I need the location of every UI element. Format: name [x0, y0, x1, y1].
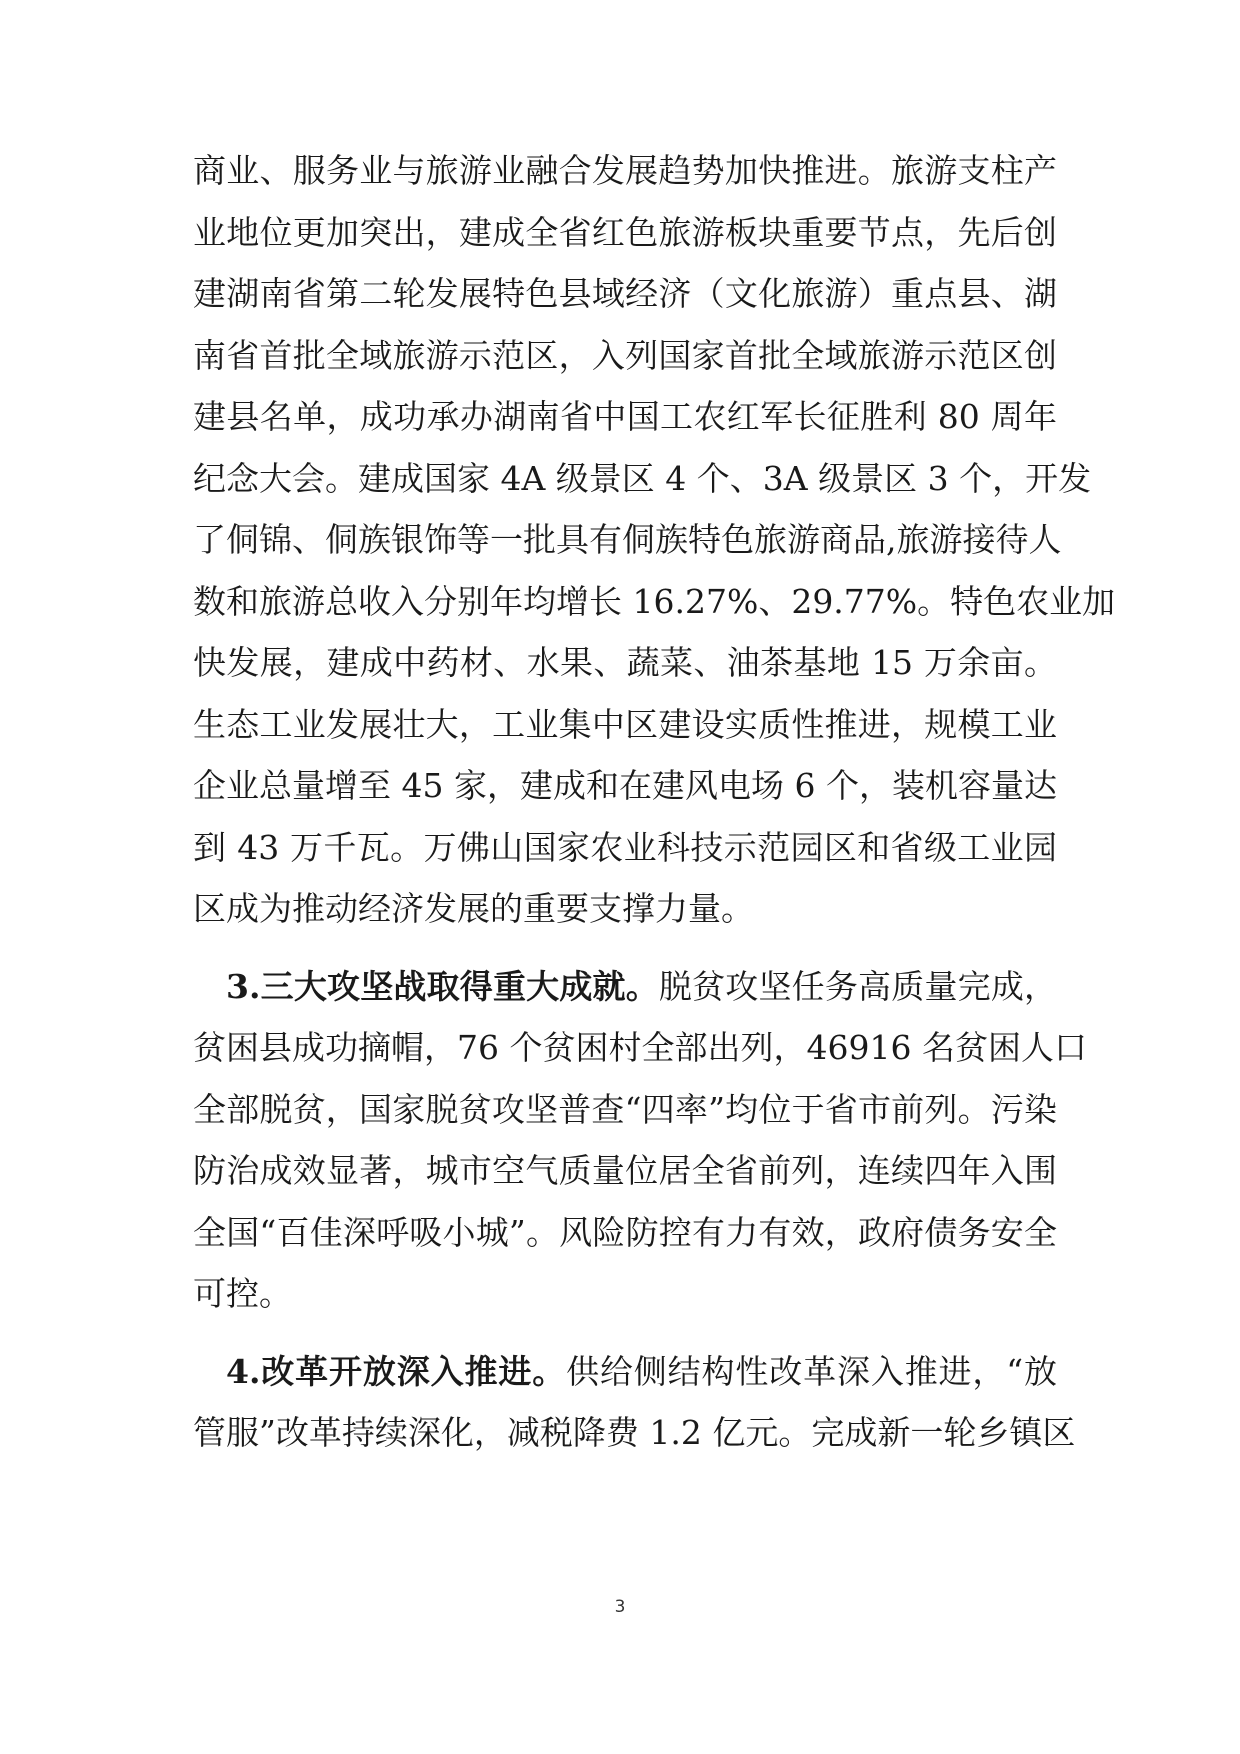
text-line: 建县名单，成功承办湖南省中国工农红军长征胜利 80 周年 — [193, 397, 1057, 436]
paragraph-1 — [193, 140, 1116, 940]
paragraph-2 — [193, 956, 1087, 1325]
text-line: 贫困县成功摘帽，76 个贫困村全部出列，46916 名贫困人口 — [193, 1028, 1087, 1067]
document-body — [193, 140, 1116, 1464]
section-heading: 4.改革开放深入推进。 — [226, 1351, 567, 1391]
text-line: 全国“百佳深呼吸小城”。风险防控有力有效，政府债务安全 — [193, 1212, 1057, 1252]
paragraph-3 — [193, 1341, 1076, 1464]
text-line: 企业总量增至 45 家，建成和在建风电场 6 个，装机容量达 — [193, 766, 1057, 805]
text-line: 纪念大会。建成国家 4A 级景区 4 个、3A 级景区 3 个，开发 — [193, 458, 1092, 498]
heading-continuation: 供给侧结构性改革深入推进，“放 — [566, 1351, 1058, 1391]
text-line: 建湖南省第二轮发展特色县域经济（文化旅游）重点县、湖 — [193, 274, 1057, 313]
page-number: 3 — [614, 1597, 626, 1617]
paragraph-spacer — [193, 940, 1057, 956]
text-line: 到 43 万千瓦。万佛山国家农业科技示范园区和省级工业园 — [193, 827, 1057, 867]
heading-continuation: 脱贫攻坚任务高质量完成， — [658, 966, 1058, 1006]
text-line: 管服”改革持续深化，减税降费 1.2 亿元。完成新一轮乡镇区 — [193, 1413, 1076, 1452]
text-line: 区成为推动经济发展的重要支撑力量。 — [193, 889, 754, 928]
text-line: 快发展，建成中药材、水果、蔬菜、油茶基地 15 万余亩。 — [193, 643, 1057, 682]
paragraph-first-line — [193, 1341, 1057, 1403]
paragraph-spacer — [193, 1325, 1057, 1341]
text-line: 业地位更加突出，建成全省红色旅游板块重要节点，先后创 — [193, 212, 1057, 252]
paragraph-first-line — [193, 956, 1057, 1018]
section-heading: 3.三大攻坚战取得重大成就。 — [226, 966, 659, 1006]
text-line: 全部脱贫，国家脱贫攻坚普查“四率”均位于省市前列。污染 — [193, 1089, 1057, 1129]
text-line: 防治成效显著，城市空气质量位居全省前列，连续四年入围 — [193, 1151, 1057, 1190]
text-line: 可控。 — [193, 1274, 292, 1313]
text-line: 了侗锦、侗族银饰等一批具有侗族特色旅游商品,旅游接待人 — [193, 520, 1062, 559]
text-line: 数和旅游总收入分别年均增长 16.27%、29.77%。特色农业加 — [193, 581, 1116, 621]
text-line: 南省首批全域旅游示范区，入列国家首批全域旅游示范区创 — [193, 335, 1057, 375]
text-line: 生态工业发展壮大，工业集中区建设实质性推进，规模工业 — [193, 704, 1057, 744]
text-line: 商业、服务业与旅游业融合发展趋势加快推进。旅游支柱产 — [193, 151, 1057, 190]
